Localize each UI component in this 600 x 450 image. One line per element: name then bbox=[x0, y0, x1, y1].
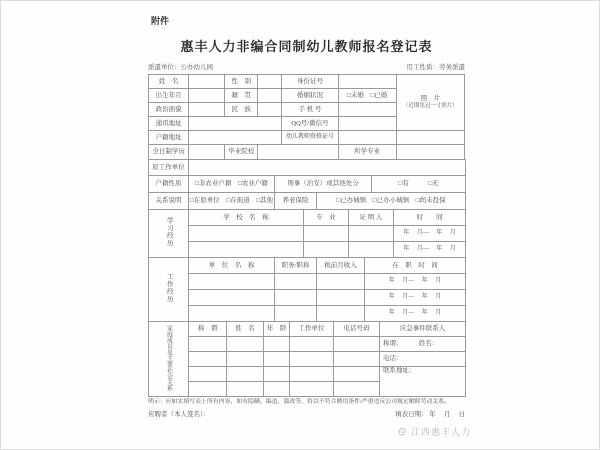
label-ethnic: 民 族 bbox=[225, 103, 258, 117]
family-header-name: 姓 名 bbox=[227, 322, 264, 337]
basic-info-section bbox=[148, 74, 465, 160]
family-input-age[interactable] bbox=[264, 367, 290, 382]
label-political: 政治面貌 bbox=[149, 103, 189, 117]
label-address: 通讯地址 bbox=[149, 117, 189, 131]
study-input-witness[interactable] bbox=[349, 226, 394, 242]
disclaimer-note: 明示：应如实填写表上所有内容，如有隐瞒、编造、篡改等，将以不符合聘用条件/严重违反公司规定解除劳动关系。 bbox=[148, 399, 451, 405]
work-input-position[interactable] bbox=[275, 290, 317, 306]
work-input-unit[interactable] bbox=[189, 306, 275, 322]
study-header-witness: 证 明 人 bbox=[349, 210, 394, 226]
dispatch-unit-label: 派遣单位：公办幼儿园 bbox=[148, 64, 213, 71]
emergency-address-field[interactable]: 联系地址： bbox=[380, 367, 466, 397]
photo-subtitle: （近期免冠一寸照片） bbox=[402, 103, 458, 110]
study-date-range[interactable]: 年 月— 年 月 bbox=[394, 226, 466, 242]
label-pension: 养老保险 bbox=[275, 193, 317, 210]
study-date-range[interactable]: 年 月— 年 月 bbox=[394, 242, 466, 258]
work-section bbox=[148, 257, 466, 322]
label-hukou-type: 户籍性质 bbox=[149, 176, 189, 193]
applicant-signature-label: 应聘者（本人签名）： bbox=[148, 411, 210, 418]
work-section-label: 工作经历 bbox=[149, 258, 189, 322]
label-penalty: 刑事（治安）或其他处分 bbox=[275, 176, 372, 193]
relation-checkboxes[interactable]: □在原单位 □在街道 □其他 bbox=[189, 193, 275, 210]
study-header-school: 学 校 名 称 bbox=[189, 210, 304, 226]
input-id-no[interactable] bbox=[338, 75, 396, 89]
registration-table bbox=[148, 74, 465, 397]
fill-date bbox=[395, 409, 465, 418]
study-input-school[interactable] bbox=[189, 242, 304, 258]
input-ethnic[interactable] bbox=[258, 103, 282, 117]
emergency-relation-name-field[interactable]: 称谓： 姓名： bbox=[380, 337, 466, 352]
input-hukou-addr[interactable] bbox=[189, 131, 282, 145]
hukou-type-checkboxes[interactable]: □非农业户籍 □农业户籍 bbox=[189, 176, 275, 193]
work-date-range[interactable]: 年 月— 年 月 bbox=[365, 306, 466, 322]
label-native-place: 籍 贯 bbox=[225, 89, 258, 103]
work-input-income[interactable] bbox=[317, 306, 365, 322]
attachment-label: 附件 bbox=[151, 16, 170, 26]
family-input-unit[interactable] bbox=[290, 337, 334, 352]
fill-date-fields: 年 月 日 bbox=[429, 411, 465, 418]
work-date-range[interactable]: 年 月— 年 月 bbox=[365, 274, 466, 290]
work-input-unit[interactable] bbox=[189, 274, 275, 290]
penalty-checkboxes[interactable]: □有 □无 bbox=[372, 176, 466, 193]
input-edu[interactable] bbox=[189, 145, 225, 160]
input-address[interactable] bbox=[189, 117, 282, 131]
watermark-logo-icon bbox=[397, 426, 408, 437]
label-qq: QQ号/微信号 bbox=[282, 117, 338, 131]
label-major: 所学专业 bbox=[338, 145, 396, 160]
emergency-contact-header: 应急事件联系人 bbox=[380, 322, 466, 337]
work-input-position[interactable] bbox=[275, 274, 317, 290]
label-cert-no: 幼儿教师资格证号 bbox=[282, 131, 338, 145]
family-input-age[interactable] bbox=[264, 382, 290, 397]
family-section bbox=[148, 321, 466, 397]
family-input-unit[interactable] bbox=[290, 367, 334, 382]
family-input-age[interactable] bbox=[264, 352, 290, 367]
pension-checkboxes[interactable]: □已办城镇 □已办小城镇 □尚未投保 bbox=[317, 193, 466, 210]
watermark-text: 江西惠丰人力 bbox=[410, 427, 471, 437]
label-marital: 婚姻状况 bbox=[282, 89, 338, 103]
fill-date-label: 填表日期： bbox=[395, 411, 428, 418]
family-input-name[interactable] bbox=[227, 382, 264, 397]
study-input-major[interactable] bbox=[304, 242, 349, 258]
family-input-name[interactable] bbox=[227, 367, 264, 382]
study-section-label: 学习经历 bbox=[149, 210, 189, 258]
work-input-position[interactable] bbox=[275, 306, 317, 322]
photo-box bbox=[396, 75, 464, 131]
work-header-unit: 单 位 名 称 bbox=[189, 258, 275, 274]
label-edu: 全日制学历 bbox=[149, 145, 189, 160]
input-political[interactable] bbox=[189, 103, 225, 117]
input-college[interactable] bbox=[258, 145, 338, 160]
work-header-position: 职务/职称 bbox=[275, 258, 317, 274]
study-header-major: 专 业 bbox=[304, 210, 349, 226]
input-birth[interactable] bbox=[189, 89, 225, 103]
study-header-time: 时 间 bbox=[394, 210, 466, 226]
family-input-phone[interactable] bbox=[334, 367, 380, 382]
employment-type-label: 用工性质：劳务派遣 bbox=[406, 64, 465, 71]
label-prev-employer: 原工作单位 bbox=[149, 160, 189, 176]
study-input-school[interactable] bbox=[189, 226, 304, 242]
input-name[interactable] bbox=[189, 75, 225, 89]
family-input-phone[interactable] bbox=[334, 337, 380, 352]
page-title: 惠丰人力非编合同制幼儿教师报名登记表 bbox=[180, 39, 433, 54]
family-header-unit: 工作单位 bbox=[290, 322, 334, 337]
work-input-income[interactable] bbox=[317, 290, 365, 306]
family-input-name[interactable] bbox=[227, 337, 264, 352]
input-cert-no[interactable] bbox=[338, 131, 396, 145]
marital-checkboxes[interactable]: □未婚 □已婚 bbox=[338, 89, 396, 103]
input-native-place[interactable] bbox=[258, 89, 282, 103]
family-input-relation[interactable] bbox=[189, 352, 227, 367]
family-section-label: 家庭成员及主要社会关系 bbox=[149, 322, 189, 397]
label-mobile: 手 机 号 bbox=[282, 103, 338, 117]
family-input-relation[interactable] bbox=[189, 367, 227, 382]
work-input-unit[interactable] bbox=[189, 290, 275, 306]
form-meta-row bbox=[148, 62, 465, 71]
family-input-name[interactable] bbox=[227, 352, 264, 367]
label-id-no: 身份证号 bbox=[282, 75, 338, 89]
input-cert-extra[interactable] bbox=[396, 131, 464, 145]
family-input-phone[interactable] bbox=[334, 352, 380, 367]
work-date-range[interactable]: 年 月— 年 月 bbox=[365, 290, 466, 306]
label-relation: 关系说明 bbox=[149, 193, 189, 210]
family-input-unit[interactable] bbox=[290, 382, 334, 397]
work-input-income[interactable] bbox=[317, 274, 365, 290]
signature-row bbox=[148, 409, 465, 418]
status-section bbox=[148, 159, 466, 210]
input-gender[interactable] bbox=[258, 75, 282, 89]
family-input-relation[interactable] bbox=[189, 382, 227, 397]
work-header-income: 税前月收入 bbox=[317, 258, 365, 274]
work-header-tenure: 在 职 时 间 bbox=[365, 258, 466, 274]
family-header-phone: 电话号码 bbox=[334, 322, 380, 337]
input-prev-employer[interactable] bbox=[189, 160, 466, 176]
input-mobile[interactable] bbox=[338, 103, 396, 117]
family-header-age: 年 龄 bbox=[264, 322, 290, 337]
emergency-phone-field[interactable]: 电话： bbox=[380, 352, 466, 367]
input-major[interactable] bbox=[396, 145, 464, 160]
family-input-unit[interactable] bbox=[290, 352, 334, 367]
input-qq[interactable] bbox=[338, 117, 396, 131]
family-header-relation: 称 谓 bbox=[189, 322, 227, 337]
watermark bbox=[397, 425, 471, 438]
label-name: 姓 名 bbox=[149, 75, 189, 89]
study-section bbox=[148, 209, 466, 258]
photo-title: 照 片 bbox=[420, 95, 441, 103]
label-gender: 性 别 bbox=[225, 75, 258, 89]
family-input-age[interactable] bbox=[264, 337, 290, 352]
family-input-relation[interactable] bbox=[189, 337, 227, 352]
study-input-major[interactable] bbox=[304, 226, 349, 242]
label-college: 毕业院校 bbox=[225, 145, 258, 160]
study-input-witness[interactable] bbox=[349, 242, 394, 258]
label-birth: 出生年月 bbox=[149, 89, 189, 103]
family-input-phone[interactable] bbox=[334, 382, 380, 397]
label-hukou-addr: 户籍地址 bbox=[149, 131, 189, 145]
